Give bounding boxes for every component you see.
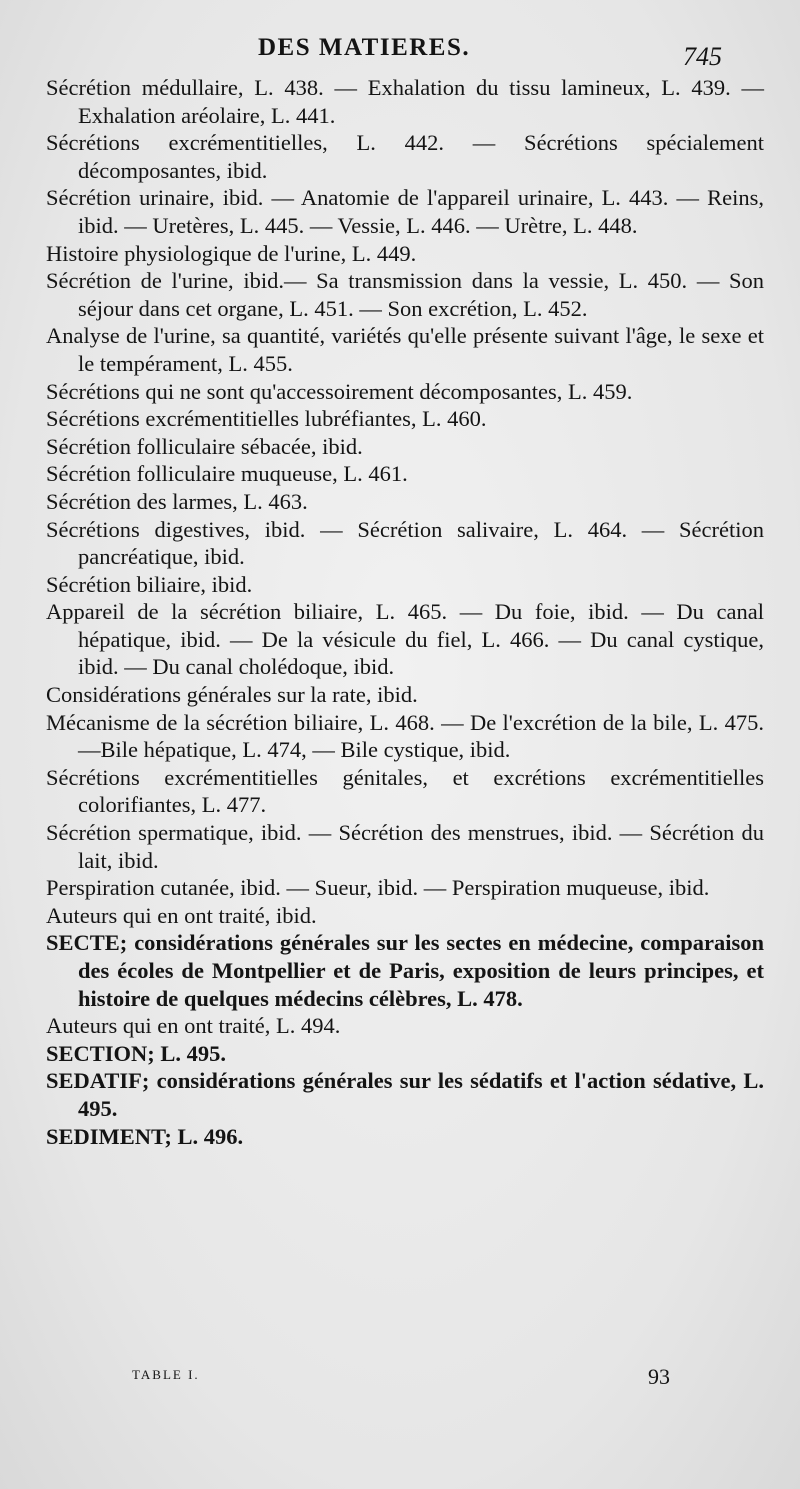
index-entry-main: SECTE; considérations générales sur les sectes en médecine, comparaison des écoles de Montpellier et de Paris, exposition de leurs principes, et histoire de quelques médecins célèbres, L. 478. <box>46 930 764 1011</box>
index-entry-main: SEDIMENT; L. 496. <box>46 1123 244 1149</box>
index-entry-main: SECTION; L. 495. <box>46 1040 227 1066</box>
index-entry: Sécrétions qui ne sont qu'accessoirement décomposantes, L. 459. <box>46 378 633 404</box>
page-footer <box>0 1364 800 1404</box>
index-entry: Sécrétion spermatique, ibid. — Sécrétion des menstrues, ibid. — Sécrétion du lait, ibid. <box>46 820 764 873</box>
index-entry-main: SEDATIF; considérations générales sur les sédatifs et l'action sédative, L. 495. <box>46 1068 764 1121</box>
index-entries <box>46 74 764 1150</box>
index-entry: Sécrétion folliculaire sébacée, ibid. <box>46 433 363 459</box>
index-entry: Appareil de la sécrétion biliaire, L. 465. — Du foie, ibid. — Du canal hépatique, ibid. — De la vésicule du fiel, L. 466. — Du canal cystique, ibid. — Du canal cholédoque, ibid. <box>46 599 764 680</box>
sheet-number: 93 <box>648 1364 670 1389</box>
index-entry: Sécrétions excrémentitielles lubréfiantes, L. 460. <box>46 406 487 432</box>
index-entry: Sécrétion médullaire, L. 438. — Exhalation du tissu lamineux, L. 439. — Exhalation aréolaire, L. 441. <box>46 75 764 128</box>
index-entry: Sécrétion des larmes, L. 463. <box>46 488 308 514</box>
index-entry: Mécanisme de la sécrétion biliaire, L. 468. — De l'excrétion de la bile, L. 475.—Bile hépatique, L. 474, — Bile cystique, ibid. <box>46 709 764 763</box>
index-entry: Histoire physiologique de l'urine, L. 449. <box>46 240 417 266</box>
page-number: 745 <box>683 42 722 71</box>
page-title: DES MATIERES. <box>258 34 471 61</box>
index-entry: Sécrétion folliculaire muqueuse, L. 461. <box>46 461 408 487</box>
index-entry: Sécrétions excrémentitielles génitales, et excrétions excrémentitielles colorifiantes, L. 477. <box>46 764 764 818</box>
index-entry: Sécrétions digestives, ibid. — Sécrétion salivaire, L. 464. — Sécrétion pancréatique, ibid. <box>46 516 764 570</box>
index-entry: Considérations générales sur la rate, ibid. <box>46 682 418 708</box>
running-head <box>0 34 800 74</box>
index-entry: Auteurs qui en ont traité, ibid. <box>46 902 317 928</box>
index-entry: Analyse de l'urine, sa quantité, variétés qu'elle présente suivant l'âge, le sexe et le tempérament, L. 455. <box>46 323 764 376</box>
index-entry: Sécrétion urinaire, ibid. — Anatomie de l'appareil urinaire, L. 443. — Reins, ibid. — Uretères, L. 445. — Vessie, L. 446. — Urètre, L. 448. <box>46 185 764 238</box>
index-entry: Perspiration cutanée, ibid. — Sueur, ibid. — Perspiration muqueuse, ibid. <box>46 875 710 901</box>
index-entry: Auteurs qui en ont traité, L. 494. <box>46 1013 341 1039</box>
signature-mark: TABLE I. <box>132 1367 200 1382</box>
index-entry: Sécrétion de l'urine, ibid.— Sa transmission dans la vessie, L. 450. — Son séjour dans cet organe, L. 451. — Son excrétion, L. 452. <box>46 268 764 321</box>
index-entry: Sécrétion biliaire, ibid. <box>46 571 253 597</box>
index-entry: Sécrétions excrémentitielles, L. 442. — Sécrétions spécialement décomposantes, ibid. <box>46 130 764 183</box>
